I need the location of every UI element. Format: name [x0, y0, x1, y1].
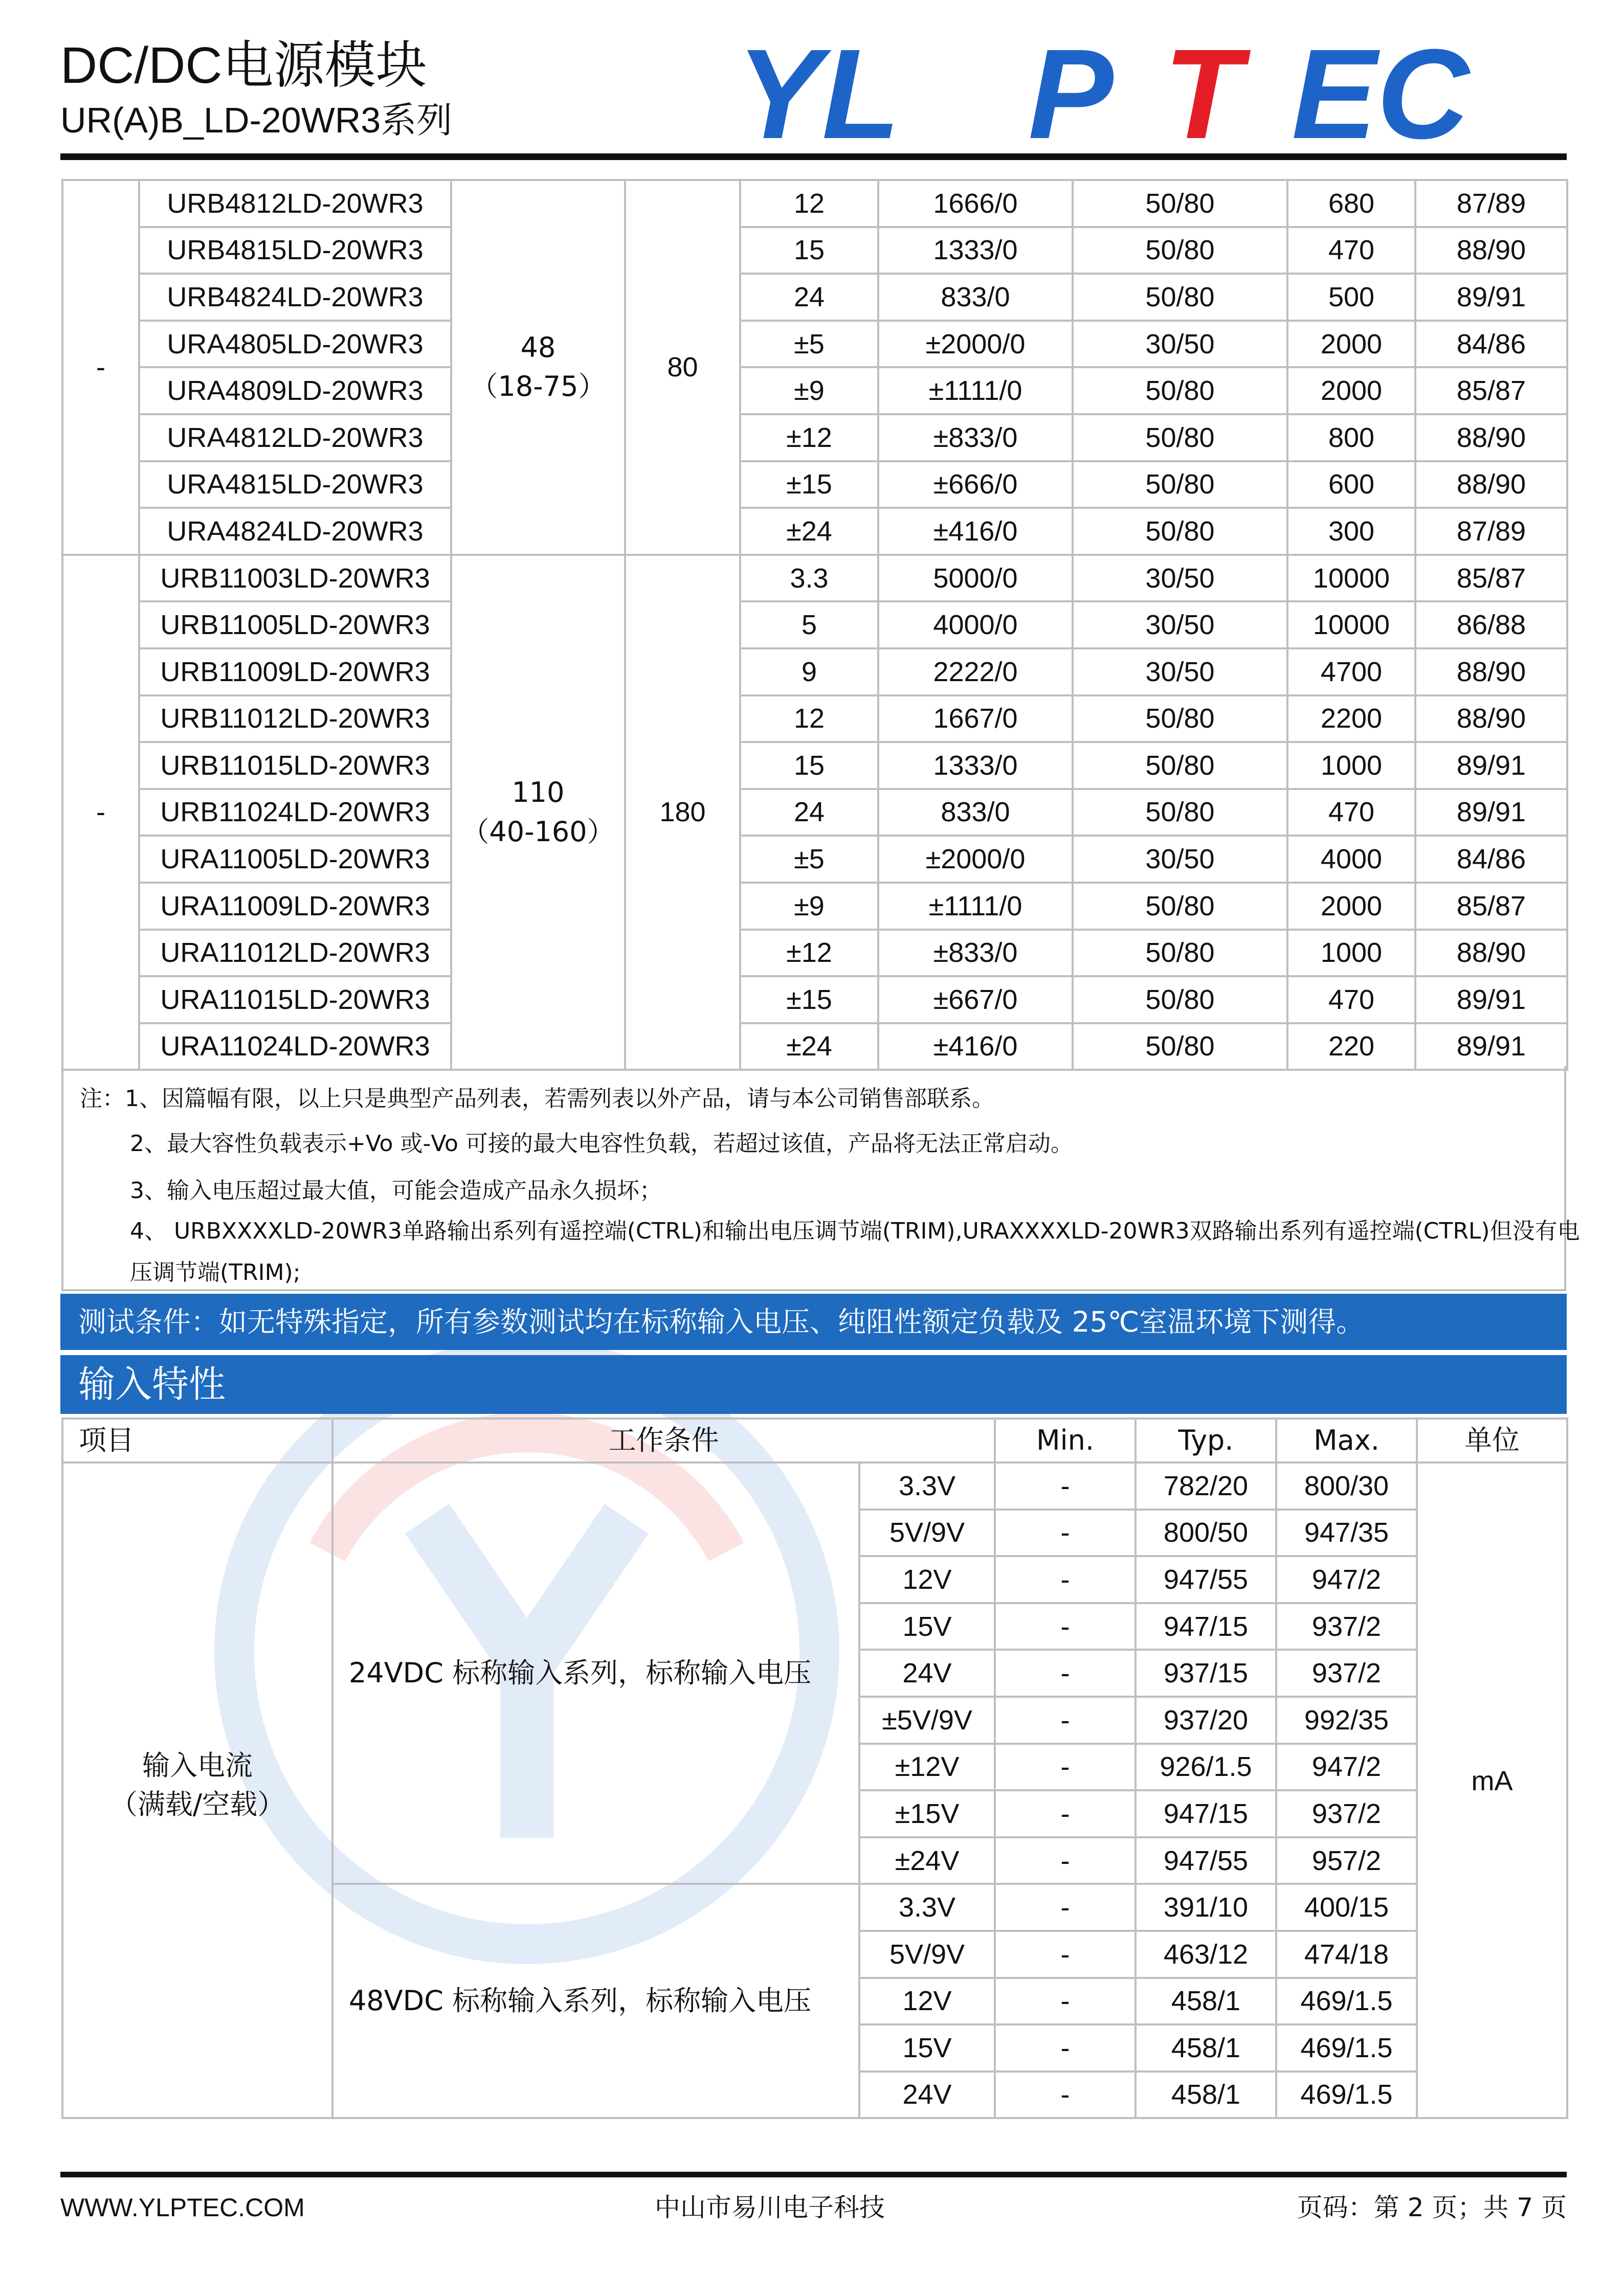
- output-voltage-cell: ±15: [740, 461, 878, 508]
- output-current-cell: ±833/0: [878, 930, 1073, 977]
- output-current-cell: ±2000/0: [878, 321, 1073, 368]
- capacitive-load-cell: 2200: [1287, 695, 1415, 742]
- voltage-cell: 15V: [859, 2024, 995, 2072]
- item-note: （满载/空载）: [109, 1788, 285, 1821]
- typ-cell: 391/10: [1136, 1884, 1276, 1931]
- output-current-cell: 5000/0: [878, 555, 1073, 602]
- input-voltage-max-cell: 80: [625, 180, 740, 555]
- efficiency-cell: 89/91: [1415, 789, 1567, 836]
- ripple-cell: 50/80: [1073, 976, 1287, 1023]
- ripple-cell: 50/80: [1073, 742, 1287, 789]
- table-row: [62, 180, 1567, 227]
- voltage-cell: ±24V: [859, 1837, 995, 1884]
- output-voltage-cell: 9: [740, 648, 878, 695]
- ripple-cell: 50/80: [1073, 274, 1287, 321]
- ripple-cell: 50/80: [1073, 789, 1287, 836]
- capacitive-load-cell: 1000: [1287, 930, 1415, 977]
- table-row: [62, 367, 1567, 414]
- capacitive-load-cell: 220: [1287, 1023, 1415, 1070]
- ripple-cell: 50/80: [1073, 461, 1287, 508]
- max-cell: 800/30: [1276, 1462, 1417, 1510]
- output-voltage-cell: 5: [740, 601, 878, 648]
- typ-cell: 937/15: [1136, 1650, 1276, 1697]
- output-voltage-cell: ±9: [740, 883, 878, 930]
- table-row: [62, 274, 1567, 321]
- output-voltage-cell: 12: [740, 695, 878, 742]
- note-3: 3、输入电压超过最大值，可能会造成产品永久损坏；: [130, 1178, 662, 1204]
- footer-page-number: 页码：第 2 页；共 7 页: [1297, 2193, 1567, 2222]
- svg-text:P: P: [1028, 36, 1114, 143]
- ripple-cell: 30/50: [1073, 648, 1287, 695]
- voltage-cell: 3.3V: [859, 1884, 995, 1931]
- typ-cell: 458/1: [1136, 2024, 1276, 2072]
- output-voltage-cell: 15: [740, 227, 878, 274]
- ripple-cell: 50/80: [1073, 367, 1287, 414]
- table-row: [62, 883, 1567, 930]
- table-row: [62, 695, 1567, 742]
- ripple-cell: 50/80: [1073, 695, 1287, 742]
- output-voltage-cell: ±5: [740, 321, 878, 368]
- typ-cell: 458/1: [1136, 1978, 1276, 2025]
- max-cell: 947/35: [1276, 1510, 1417, 1557]
- efficiency-cell: 86/88: [1415, 601, 1567, 648]
- note-2: 2、最大容性负载表示+Vo 或-Vo 可接的最大电容性负载，若超过该值，产品将无法正常启动。: [130, 1131, 1073, 1157]
- max-cell: 400/15: [1276, 1884, 1417, 1931]
- capacitive-load-cell: 4700: [1287, 648, 1415, 695]
- output-current-cell: 2222/0: [878, 648, 1073, 695]
- output-current-cell: 1667/0: [878, 695, 1073, 742]
- table-row: [62, 789, 1567, 836]
- typ-cell: 458/1: [1136, 2072, 1276, 2119]
- input-characteristics-table: [61, 1417, 1568, 2119]
- svg-text:YL: YL: [737, 36, 900, 143]
- voltage-cell: 12V: [859, 1556, 995, 1603]
- efficiency-cell: 88/90: [1415, 648, 1567, 695]
- output-current-cell: ±2000/0: [878, 836, 1073, 883]
- typ-cell: 937/20: [1136, 1697, 1276, 1744]
- table-row: [62, 414, 1567, 461]
- certification-cell: -: [62, 180, 139, 555]
- ripple-cell: 50/80: [1073, 508, 1287, 555]
- output-current-cell: 4000/0: [878, 601, 1073, 648]
- typ-cell: 800/50: [1136, 1510, 1276, 1557]
- input-voltage-cell: [451, 555, 625, 1070]
- min-cell: -: [995, 2024, 1136, 2072]
- output-voltage-cell: 24: [740, 274, 878, 321]
- footer-divider: [60, 2172, 1567, 2177]
- min-cell: -: [995, 1697, 1136, 1744]
- output-current-cell: ±667/0: [878, 976, 1073, 1023]
- output-current-cell: ±833/0: [878, 414, 1073, 461]
- note-4: 4、 URBXXXXLD-20WR3单路输出系列有遥控端(CTRL)和输出电压调节端(TRIM),URAXXXXLD-20WR3双路输出系列有遥控端(CTRL)但没有电压调节端(TRIM);: [130, 1218, 1580, 1286]
- efficiency-cell: 87/89: [1415, 180, 1567, 227]
- ripple-cell: 30/50: [1073, 601, 1287, 648]
- output-current-cell: 833/0: [878, 789, 1073, 836]
- model-cell: URB4812LD-20WR3: [139, 180, 451, 227]
- min-cell: -: [995, 1603, 1136, 1650]
- input-voltage-range: （18-75）: [470, 370, 606, 403]
- max-cell: 937/2: [1276, 1603, 1417, 1650]
- header-item: 项目: [62, 1419, 332, 1462]
- table-row: [62, 601, 1567, 648]
- ripple-cell: 30/50: [1073, 321, 1287, 368]
- table-row: [62, 321, 1567, 368]
- svg-text:T: T: [1164, 36, 1242, 143]
- model-cell: URA4805LD-20WR3: [139, 321, 451, 368]
- capacitive-load-cell: 800: [1287, 414, 1415, 461]
- model-cell: URB11003LD-20WR3: [139, 555, 451, 602]
- series-name: UR(A)B_LD-20WR3系列: [60, 100, 453, 140]
- voltage-cell: 5V/9V: [859, 1931, 995, 1978]
- ripple-cell: 30/50: [1073, 836, 1287, 883]
- voltage-cell: 24V: [859, 1650, 995, 1697]
- table-row: [62, 1023, 1567, 1070]
- min-cell: -: [995, 1650, 1136, 1697]
- output-voltage-cell: 12: [740, 180, 878, 227]
- min-cell: -: [995, 2072, 1136, 2119]
- header-condition: 工作条件: [332, 1419, 995, 1462]
- efficiency-cell: 85/87: [1415, 555, 1567, 602]
- model-cell: URB11012LD-20WR3: [139, 695, 451, 742]
- capacitive-load-cell: 680: [1287, 180, 1415, 227]
- capacitive-load-cell: 470: [1287, 976, 1415, 1023]
- input-voltage-max-cell: 180: [625, 555, 740, 1070]
- model-cell: URA11009LD-20WR3: [139, 883, 451, 930]
- header-typ: Typ.: [1136, 1419, 1276, 1462]
- voltage-cell: 24V: [859, 2072, 995, 2119]
- voltage-cell: 5V/9V: [859, 1510, 995, 1557]
- capacitive-load-cell: 10000: [1287, 555, 1415, 602]
- typ-cell: 926/1.5: [1136, 1744, 1276, 1791]
- model-cell: URA11012LD-20WR3: [139, 930, 451, 977]
- capacitive-load-cell: 470: [1287, 227, 1415, 274]
- voltage-cell: ±15V: [859, 1790, 995, 1837]
- min-cell: -: [995, 1510, 1136, 1557]
- efficiency-cell: 89/91: [1415, 742, 1567, 789]
- model-cell: URA4812LD-20WR3: [139, 414, 451, 461]
- max-cell: 474/18: [1276, 1931, 1417, 1978]
- output-voltage-cell: 15: [740, 742, 878, 789]
- table-row: [62, 227, 1567, 274]
- capacitive-load-cell: 600: [1287, 461, 1415, 508]
- max-cell: 937/2: [1276, 1790, 1417, 1837]
- capacitive-load-cell: 500: [1287, 274, 1415, 321]
- input-voltage-nominal: 48: [520, 331, 556, 364]
- efficiency-cell: 84/86: [1415, 321, 1567, 368]
- max-cell: 937/2: [1276, 1650, 1417, 1697]
- ripple-cell: 50/80: [1073, 883, 1287, 930]
- typ-cell: 782/20: [1136, 1462, 1276, 1510]
- ripple-cell: 30/50: [1073, 555, 1287, 602]
- min-cell: -: [995, 1556, 1136, 1603]
- max-cell: 947/2: [1276, 1744, 1417, 1791]
- model-cell: URA11015LD-20WR3: [139, 976, 451, 1023]
- table-row: [62, 648, 1567, 695]
- output-current-cell: 833/0: [878, 274, 1073, 321]
- capacitive-load-cell: 300: [1287, 508, 1415, 555]
- output-voltage-cell: ±12: [740, 414, 878, 461]
- test-conditions-bar: 测试条件：如无特殊指定，所有参数测试均在标称输入电压、纯阻性额定负载及 25℃室温环境下测得。: [60, 1294, 1567, 1350]
- efficiency-cell: 88/90: [1415, 227, 1567, 274]
- efficiency-cell: 85/87: [1415, 883, 1567, 930]
- model-cell: URB4824LD-20WR3: [139, 274, 451, 321]
- model-cell: URB11005LD-20WR3: [139, 601, 451, 648]
- model-cell: URA4824LD-20WR3: [139, 508, 451, 555]
- capacitive-load-cell: 4000: [1287, 836, 1415, 883]
- ripple-cell: 50/80: [1073, 414, 1287, 461]
- footer-company: 中山市易川电子科技: [655, 2193, 885, 2222]
- capacitive-load-cell: 2000: [1287, 883, 1415, 930]
- typ-cell: 947/55: [1136, 1556, 1276, 1603]
- typ-cell: 947/15: [1136, 1790, 1276, 1837]
- voltage-cell: 15V: [859, 1603, 995, 1650]
- output-voltage-cell: 24: [740, 789, 878, 836]
- note-1: 注：1、因篇幅有限，以上只是典型产品列表，若需列表以外产品，请与本公司销售部联系。: [80, 1086, 994, 1112]
- efficiency-cell: 88/90: [1415, 930, 1567, 977]
- capacitive-load-cell: 470: [1287, 789, 1415, 836]
- min-cell: -: [995, 1744, 1136, 1791]
- model-cell: URA11024LD-20WR3: [139, 1023, 451, 1070]
- header-divider: [60, 153, 1567, 160]
- table-row: [62, 1462, 1567, 1510]
- table-row: [62, 976, 1567, 1023]
- min-cell: -: [995, 1790, 1136, 1837]
- capacitive-load-cell: 2000: [1287, 367, 1415, 414]
- model-cell: URB11015LD-20WR3: [139, 742, 451, 789]
- header-min: Min.: [995, 1419, 1136, 1462]
- typ-cell: 947/55: [1136, 1837, 1276, 1884]
- certification-cell: -: [62, 555, 139, 1070]
- output-voltage-cell: ±15: [740, 976, 878, 1023]
- input-voltage-cell: [451, 180, 625, 555]
- input-voltage-range: （40-160）: [461, 815, 615, 848]
- input-characteristics-heading: 输入特性: [60, 1355, 1567, 1414]
- model-cell: URA4815LD-20WR3: [139, 461, 451, 508]
- condition-cell: 24VDC 标称输入系列，标称输入电压: [332, 1462, 859, 1884]
- output-voltage-cell: ±24: [740, 1023, 878, 1070]
- max-cell: 469/1.5: [1276, 2024, 1417, 2072]
- voltage-cell: 3.3V: [859, 1462, 995, 1510]
- table-row: [62, 555, 1567, 602]
- output-voltage-cell: ±9: [740, 367, 878, 414]
- output-voltage-cell: ±24: [740, 508, 878, 555]
- document-title: DC/DC电源模块: [60, 37, 427, 94]
- output-current-cell: 1666/0: [878, 180, 1073, 227]
- efficiency-cell: 89/91: [1415, 274, 1567, 321]
- voltage-cell: ±5V/9V: [859, 1697, 995, 1744]
- notes-box: [61, 1066, 1580, 1291]
- efficiency-cell: 88/90: [1415, 695, 1567, 742]
- max-cell: 992/35: [1276, 1697, 1417, 1744]
- efficiency-cell: 88/90: [1415, 461, 1567, 508]
- table-row: [62, 836, 1567, 883]
- max-cell: 469/1.5: [1276, 1978, 1417, 2025]
- table-header-row: [62, 1419, 1567, 1462]
- min-cell: -: [995, 1837, 1136, 1884]
- typ-cell: 463/12: [1136, 1931, 1276, 1978]
- table-row: [62, 930, 1567, 977]
- capacitive-load-cell: 1000: [1287, 742, 1415, 789]
- header-unit: 单位: [1417, 1419, 1567, 1462]
- max-cell: 957/2: [1276, 1837, 1417, 1884]
- ylptec-logo: [737, 36, 1575, 143]
- typ-cell: 947/15: [1136, 1603, 1276, 1650]
- model-cell: URA11005LD-20WR3: [139, 836, 451, 883]
- model-cell: URB11024LD-20WR3: [139, 789, 451, 836]
- output-current-cell: ±416/0: [878, 508, 1073, 555]
- output-voltage-cell: ±12: [740, 930, 878, 977]
- ripple-cell: 50/80: [1073, 1023, 1287, 1070]
- condition-cell: 48VDC 标称输入系列，标称输入电压: [332, 1884, 859, 2118]
- output-current-cell: ±416/0: [878, 1023, 1073, 1070]
- table-row: [62, 508, 1567, 555]
- ripple-cell: 50/80: [1073, 930, 1287, 977]
- min-cell: -: [995, 1462, 1136, 1510]
- output-current-cell: ±666/0: [878, 461, 1073, 508]
- item-name: 输入电流: [142, 1749, 253, 1782]
- output-current-cell: ±1111/0: [878, 883, 1073, 930]
- min-cell: -: [995, 1978, 1136, 2025]
- header-max: Max.: [1276, 1419, 1417, 1462]
- efficiency-cell: 85/87: [1415, 367, 1567, 414]
- input-voltage-nominal: 110: [511, 776, 565, 809]
- model-cell: URB4815LD-20WR3: [139, 227, 451, 274]
- max-cell: 947/2: [1276, 1556, 1417, 1603]
- output-current-cell: 1333/0: [878, 742, 1073, 789]
- table-row: [62, 461, 1567, 508]
- product-table: [61, 179, 1568, 1071]
- max-cell: 469/1.5: [1276, 2072, 1417, 2119]
- ripple-cell: 50/80: [1073, 227, 1287, 274]
- min-cell: -: [995, 1931, 1136, 1978]
- output-current-cell: ±1111/0: [878, 367, 1073, 414]
- voltage-cell: 12V: [859, 1978, 995, 2025]
- voltage-cell: ±12V: [859, 1744, 995, 1791]
- model-cell: URB11009LD-20WR3: [139, 648, 451, 695]
- svg-text:EC: EC: [1292, 36, 1470, 143]
- capacitive-load-cell: 2000: [1287, 321, 1415, 368]
- efficiency-cell: 87/89: [1415, 508, 1567, 555]
- ripple-cell: 50/80: [1073, 180, 1287, 227]
- efficiency-cell: 88/90: [1415, 414, 1567, 461]
- capacitive-load-cell: 10000: [1287, 601, 1415, 648]
- item-cell: [62, 1462, 332, 2118]
- min-cell: -: [995, 1884, 1136, 1931]
- unit-cell: mA: [1417, 1462, 1567, 2118]
- output-current-cell: 1333/0: [878, 227, 1073, 274]
- efficiency-cell: 89/91: [1415, 1023, 1567, 1070]
- output-voltage-cell: ±5: [740, 836, 878, 883]
- efficiency-cell: 84/86: [1415, 836, 1567, 883]
- table-row: [62, 742, 1567, 789]
- output-voltage-cell: 3.3: [740, 555, 878, 602]
- efficiency-cell: 89/91: [1415, 976, 1567, 1023]
- model-cell: URA4809LD-20WR3: [139, 367, 451, 414]
- footer-website-link[interactable]: WWW.YLPTEC.COM: [60, 2193, 305, 2222]
